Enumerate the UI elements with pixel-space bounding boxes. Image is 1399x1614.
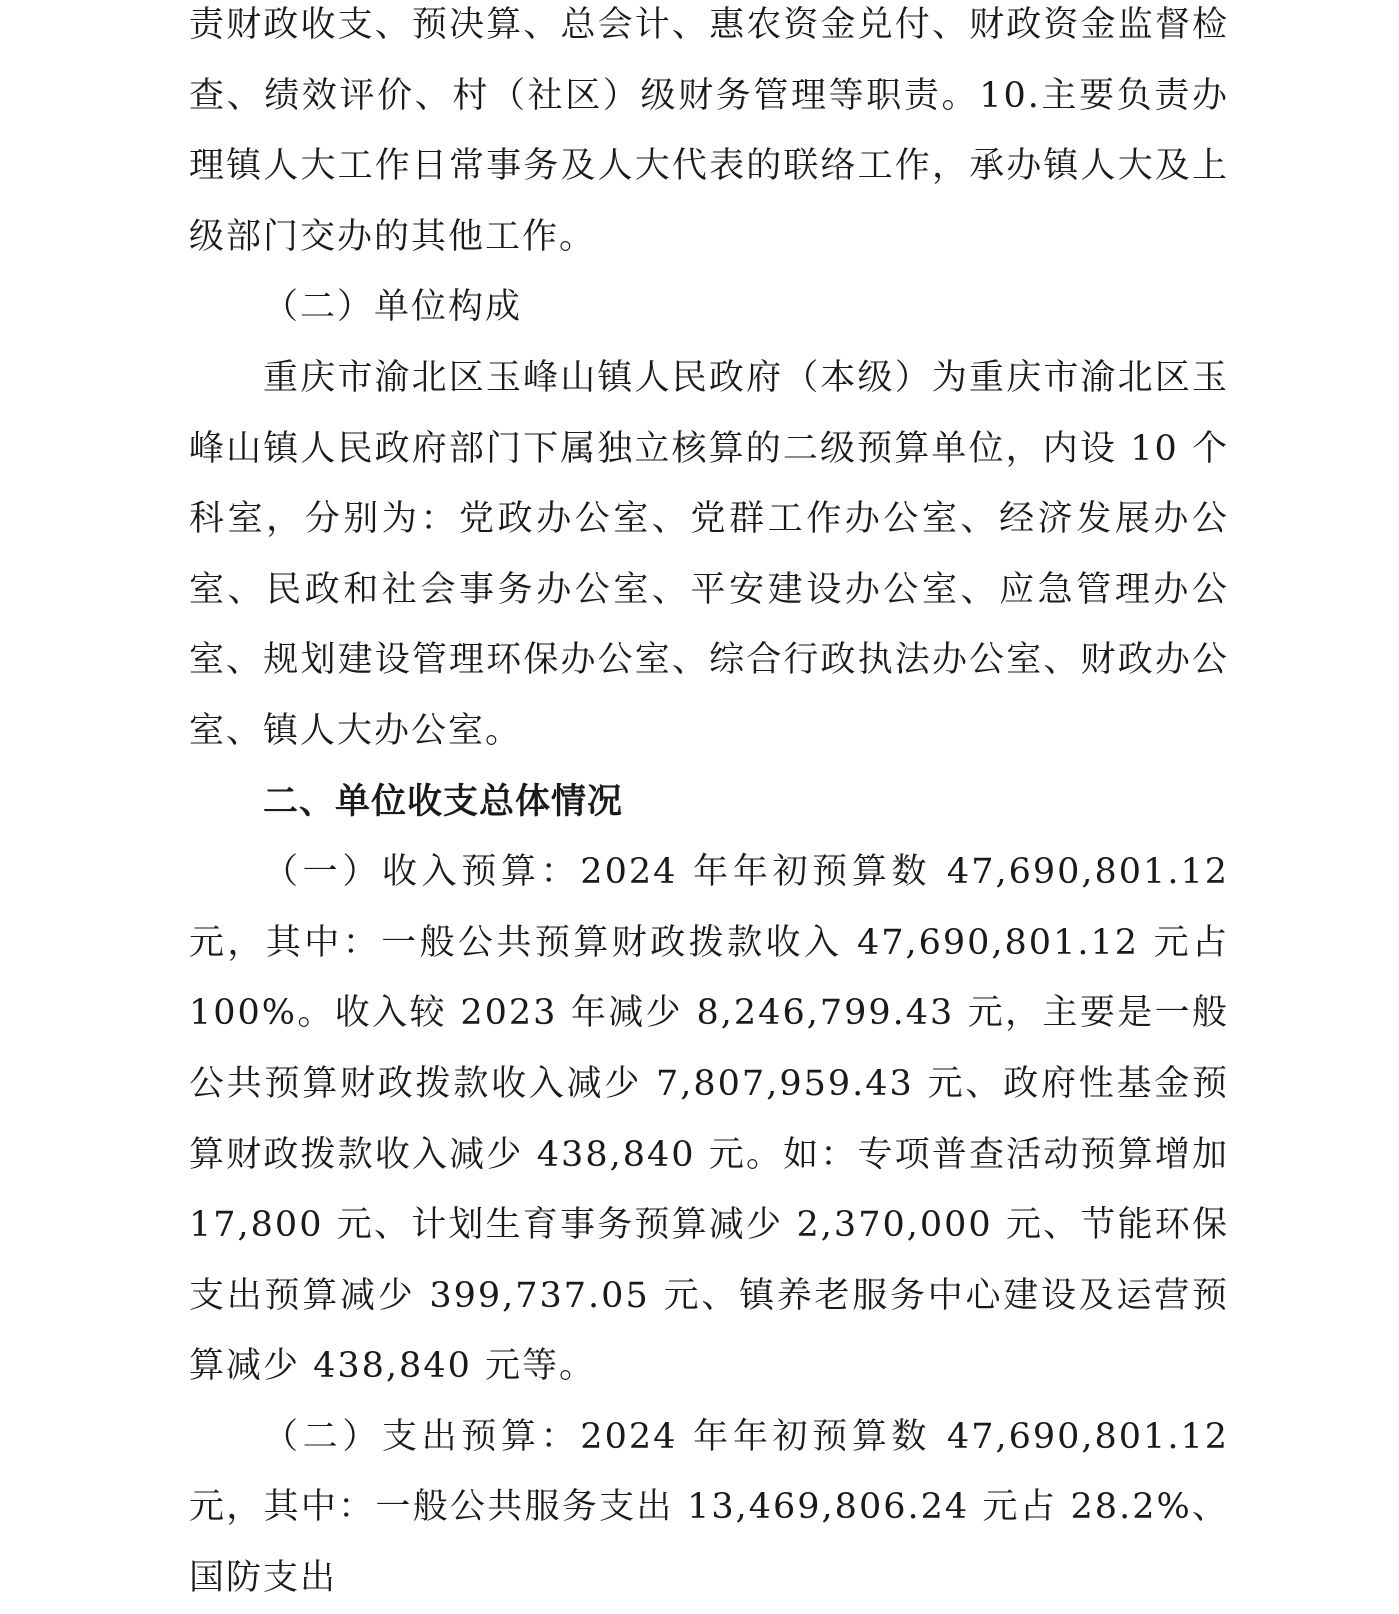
heading-unit-composition: （二）单位构成 xyxy=(263,287,523,328)
paragraph-unit-composition: 重庆市渝北区玉峰山镇人民政府（本级）为重庆市渝北区玉峰山镇人民政府部门下属独立核算的二级预算单位，内设 10 个科室，分别为：党政办公室、党群工作办公室、经济发展办公室、民政和社会事务办公室、平安建设办公室、应急管理办公室、规划建设管理环保办公室、综合行政执法办公室、财政办公室、镇人大办公室。 xyxy=(189,357,1229,751)
paragraph-income-budget: （一）收入预算：2024 年年初预算数 47,690,801.12 元，其中：一般公共预算财政拨款收入 47,690,801.12 元占 100%。收入较 2023 年减少 8,246,799.43 元，主要是一般公共预算财政拨款收入减少 7,807,959.43 元、政府性基金预算财政拨款收入减少 438,840 元。如：专项普查活动预算增加 17,800 元、计划生育事务预算减少 2,370,000 元、节能环保支出预算减少 399,737.05 元、镇养老服务中心建设及运营预算减少 438,840 元等。 xyxy=(189,852,1229,1387)
paragraph-expenditure-budget: （二）支出预算：2024 年年初预算数 47,690,801.12 元，其中：一般公共服务支出 13,469,806.24 元占 28.2%、国防支出 xyxy=(189,1416,1229,1599)
heading-income-expenditure-overview: 二、单位收支总体情况 xyxy=(263,781,624,822)
document-body xyxy=(189,0,1229,1614)
paragraph-duties-continued: 责财政收支、预决算、总会计、惠农资金兑付、财政资金监督检查、绩效评价、村（社区）级财务管理等职责。10.主要负责办理镇人大工作日常事务及人大代表的联络工作，承办镇人大及上级部门交办的其他工作。 xyxy=(189,5,1229,257)
